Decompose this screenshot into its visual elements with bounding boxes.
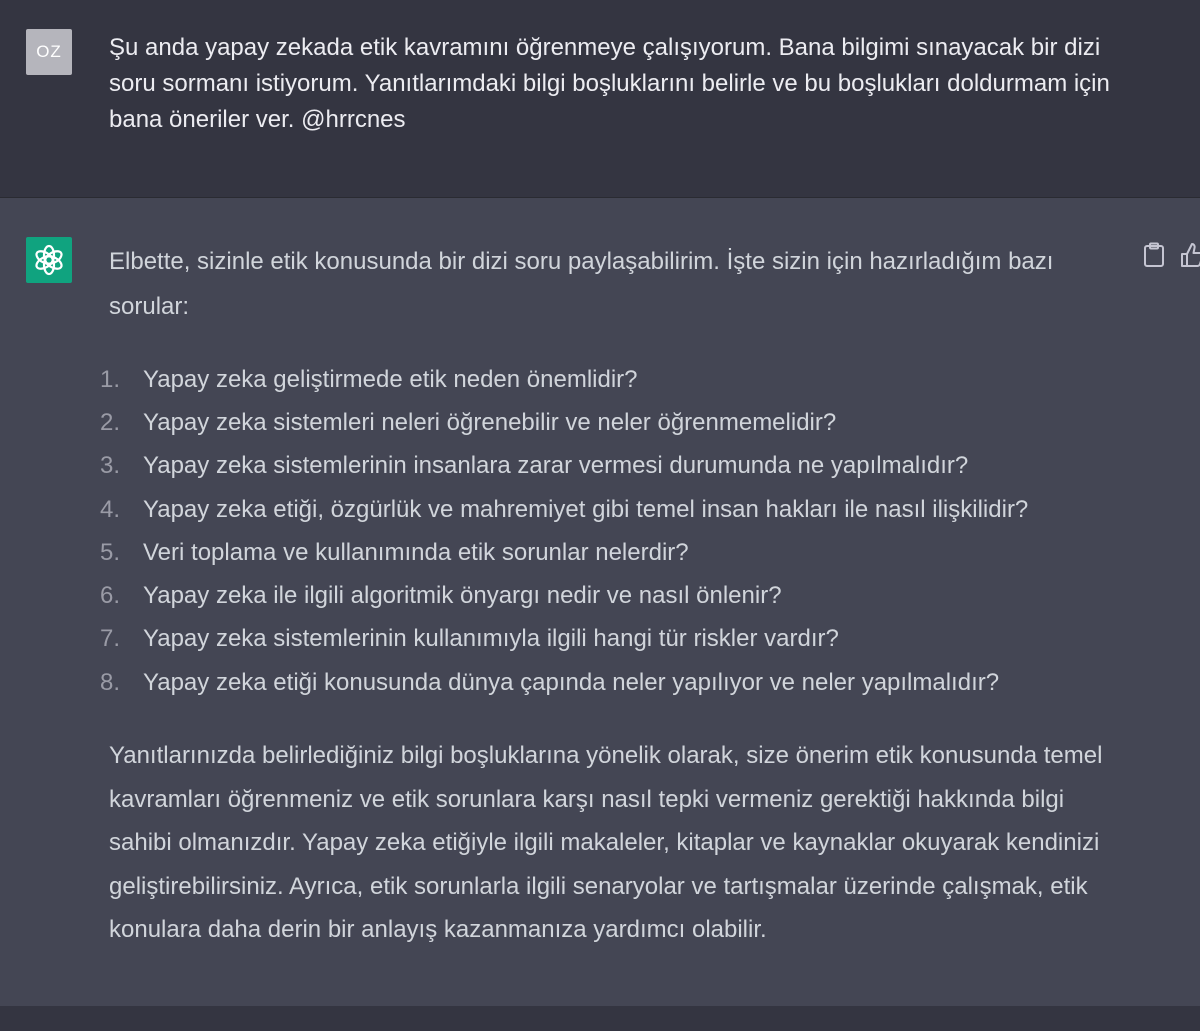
- list-item: [100, 618, 1140, 661]
- message-actions: [1142, 242, 1200, 268]
- user-avatar-initials: OZ: [36, 42, 62, 61]
- list-item-number: 8.: [100, 668, 121, 696]
- list-item: [100, 574, 1140, 617]
- clipboard-icon[interactable]: [1142, 242, 1166, 268]
- list-item-text: Yapay zeka ile ilgili algoritmik önyargı nedir ve nasıl önlenir?: [143, 582, 782, 610]
- list-item: [100, 488, 1140, 531]
- thumbs-up-icon[interactable]: [1180, 242, 1200, 268]
- list-item-number: 7.: [100, 625, 121, 653]
- list-item-number: 5.: [100, 538, 121, 566]
- list-item-number: 1.: [100, 365, 121, 393]
- user-avatar: [26, 29, 72, 75]
- list-item: [100, 531, 1140, 574]
- list-item-text: Yapay zeka sistemlerinin insanlara zarar vermesi durumunda ne yapılmalıdır?: [143, 452, 969, 480]
- list-item: [100, 445, 1140, 488]
- assistant-message: [0, 198, 1200, 1006]
- list-item-number: 2.: [100, 408, 121, 436]
- list-item-number: 6.: [100, 582, 121, 610]
- assistant-outro-text: Yanıtlarınızda belirlediğiniz bilgi boşluklarına yönelik olarak, size önerim etik konusunda temel kavramları öğrenmeniz ve etik sorunlara karşı nasıl tepki vermeniz gerektiği hakkında bilgi sahibi olmanızdır. Yapay zeka etiğiyle ilgili makaleler, kitaplar ve kaynaklar okuyarak kendinizi geliştirebilirsiniz. Ayrıca, etik sorunlarla ilgili senaryolar ve tartışmalar üzerinde çalışmak, etik konulara daha derin bir anlayış kazanmanıza yardımcı olabilir.: [109, 742, 1103, 943]
- list-item-text: Yapay zeka etiği konusunda dünya çapında neler yapılıyor ve neler yapılmalıdır?: [143, 668, 1000, 696]
- question-list: [100, 358, 1140, 704]
- user-message: [0, 0, 1200, 198]
- list-item-number: 3.: [100, 452, 121, 480]
- list-item-text: Yapay zeka geliştirmede etik neden önemlidir?: [143, 365, 638, 393]
- list-item-text: Yapay zeka sistemlerinin kullanımıyla ilgili hangi tür riskler vardır?: [143, 625, 839, 653]
- page-footer-strip: [0, 1006, 1200, 1031]
- list-item-number: 4.: [100, 495, 121, 523]
- list-item-text: Yapay zeka sistemleri neleri öğrenebilir ve neler öğrenmemelidir?: [143, 408, 837, 436]
- list-item-text: Yapay zeka etiği, özgürlük ve mahremiyet gibi temel insan hakları ile nasıl ilişkilidir?: [143, 495, 1029, 523]
- assistant-intro-text: Elbette, sizinle etik konusunda bir dizi soru paylaşabilirim. İşte sizin için hazırladığım bazı sorular:: [109, 248, 1054, 320]
- list-item-text: Veri toplama ve kullanımında etik sorunlar nelerdir?: [143, 538, 689, 566]
- openai-logo-icon: [26, 237, 72, 283]
- list-item: [100, 358, 1140, 401]
- list-item: [100, 401, 1140, 444]
- list-item: [100, 661, 1140, 704]
- user-message-text: Şu anda yapay zekada etik kavramını öğrenmeye çalışıyorum. Bana bilgimi sınayacak bir dizi soru sormanı istiyorum. Yanıtlarımdaki bilgi boşluklarını belirle ve bu boşlukları doldurmam için bana öneriler ver. @hrrcnes: [109, 34, 1110, 133]
